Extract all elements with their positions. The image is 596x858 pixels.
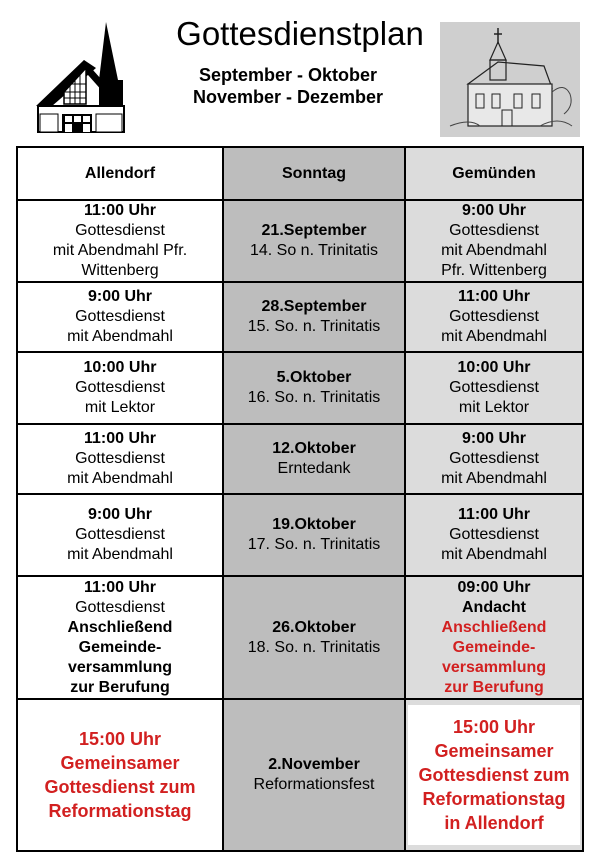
service-text: mit Abendmahl — [67, 328, 173, 345]
sunday-name: 16. So. n. Trinitatis — [247, 389, 381, 406]
church-illustration-left — [34, 20, 142, 135]
allendorf-cell — [17, 200, 223, 282]
gemuenden-cell — [405, 282, 583, 352]
allendorf-cell — [17, 424, 223, 494]
sunday-name: 14. So n. Trinitatis — [249, 242, 379, 259]
column-header-allendorf: Allendorf — [17, 147, 223, 200]
service-time: 9:00 Uhr — [87, 506, 153, 523]
service-time: 11:00 Uhr — [83, 578, 157, 596]
service-time: 10:00 Uhr — [457, 359, 531, 376]
page-title: Gottesdienstplan — [176, 15, 424, 52]
sunday-date: 12.Oktober — [272, 440, 356, 457]
gemuenden-cell — [405, 424, 583, 494]
sunday-date: 2.November — [268, 756, 360, 773]
service-text: Gottesdienst — [75, 379, 165, 396]
service-time: 9:00 Uhr — [461, 202, 527, 219]
service-schedule-table — [16, 146, 584, 852]
service-time: 11:00 Uhr — [83, 202, 157, 219]
service-text: Gottesdienst — [75, 450, 165, 467]
joint-service-text: 15:00 Uhr — [452, 717, 536, 737]
meeting-note: versammlung — [441, 658, 547, 676]
meeting-note: Anschließend — [67, 618, 173, 636]
sunday-date: 19.Oktober — [272, 516, 356, 533]
service-time: 09:00 Uhr — [457, 578, 531, 596]
church-sketch-icon — [440, 22, 580, 137]
gemuenden-cell — [405, 200, 583, 282]
service-time: 11:00 Uhr — [457, 506, 531, 523]
sunday-cell — [223, 494, 405, 576]
table-row — [17, 424, 583, 494]
table-header-row — [17, 147, 583, 200]
service-text: Gottesdienst — [449, 450, 539, 467]
allendorf-cell — [17, 282, 223, 352]
service-text: mit Abendmahl — [441, 242, 547, 259]
sunday-date: 21.September — [261, 222, 367, 239]
service-text: Andacht — [462, 598, 526, 616]
subtitle-line-1: September - Oktober — [198, 65, 378, 85]
service-time: 9:00 Uhr — [461, 430, 527, 447]
allendorf-cell — [17, 494, 223, 576]
service-time: 9:00 Uhr — [87, 288, 153, 305]
column-header-sonntag: Sonntag — [223, 147, 405, 200]
sunday-cell — [223, 699, 405, 851]
sunday-date: 26.Oktober — [272, 618, 356, 636]
service-text: Gottesdienst — [449, 379, 539, 396]
service-text: Gottesdienst — [75, 526, 165, 543]
table-row — [17, 200, 583, 282]
service-text: mit Abendmahl — [441, 546, 547, 563]
table-row — [17, 699, 583, 851]
subtitle-line-2: November - Dezember — [192, 87, 384, 107]
sunday-cell — [223, 282, 405, 352]
header — [0, 0, 596, 145]
table-row — [17, 282, 583, 352]
sunday-date: 5.Oktober — [276, 369, 352, 386]
sunday-name: Reformationsfest — [253, 776, 375, 793]
allendorf-cell — [17, 576, 223, 699]
service-time: 10:00 Uhr — [83, 359, 157, 376]
allendorf-cell — [17, 699, 223, 851]
church-photo — [440, 22, 580, 137]
sunday-cell — [223, 200, 405, 282]
table-row — [17, 494, 583, 576]
sunday-date: 28.September — [261, 298, 367, 315]
meeting-note: zur Berufung — [444, 678, 544, 696]
highlight-box — [408, 705, 580, 845]
allendorf-cell — [17, 352, 223, 424]
sunday-name: 17. So. n. Trinitatis — [247, 536, 381, 553]
service-text: Gottesdienst — [75, 222, 165, 239]
joint-service-text: Gemeinsamer — [434, 741, 554, 761]
meeting-note: Gemeinde- — [452, 638, 536, 656]
joint-service-text: 15:00 Uhr — [78, 729, 162, 749]
service-time: 11:00 Uhr — [83, 430, 157, 447]
joint-service-text: Gemeinsamer — [60, 753, 180, 773]
meeting-note: versammlung — [67, 658, 173, 676]
joint-service-text: Gottesdienst zum — [44, 777, 196, 797]
joint-service-text: Reformationstag — [422, 789, 566, 809]
service-text: Gottesdienst — [449, 222, 539, 239]
meeting-note: zur Berufung — [70, 678, 170, 696]
joint-service-text: Reformationstag — [48, 801, 192, 821]
service-text: mit Lektor — [84, 399, 156, 416]
meeting-note: Gemeinde- — [78, 638, 162, 656]
page-subtitle — [150, 64, 426, 108]
service-text: Gottesdienst — [75, 308, 165, 325]
joint-service-text: in Allendorf — [444, 813, 544, 833]
gemuenden-cell — [405, 576, 583, 699]
gemuenden-cell — [405, 699, 583, 851]
joint-service-text: Gottesdienst zum — [418, 765, 570, 785]
service-text: mit Abendmahl Pfr. — [52, 242, 188, 259]
service-text: mit Abendmahl — [67, 546, 173, 563]
service-text: Gottesdienst — [449, 526, 539, 543]
service-text: mit Abendmahl — [441, 328, 547, 345]
column-header-gemuenden: Gemünden — [405, 147, 583, 200]
meeting-note: Anschließend — [441, 618, 547, 636]
table-row — [17, 576, 583, 699]
sunday-name: Erntedank — [277, 460, 351, 477]
service-text: Gottesdienst — [449, 308, 539, 325]
service-text: mit Abendmahl — [67, 470, 173, 487]
service-text: Gottesdienst — [75, 598, 165, 616]
service-time: 11:00 Uhr — [457, 288, 531, 305]
gemuenden-cell — [405, 494, 583, 576]
gemuenden-cell — [405, 352, 583, 424]
sunday-cell — [223, 352, 405, 424]
table-row — [17, 352, 583, 424]
service-text: Wittenberg — [81, 262, 159, 279]
sunday-cell — [223, 576, 405, 699]
service-text: mit Abendmahl — [441, 470, 547, 487]
sunday-name: 18. So. n. Trinitatis — [247, 638, 381, 656]
service-text: mit Lektor — [458, 399, 530, 416]
service-text: Pfr. Wittenberg — [441, 262, 547, 279]
sunday-name: 15. So. n. Trinitatis — [247, 318, 381, 335]
sunday-cell — [223, 424, 405, 494]
